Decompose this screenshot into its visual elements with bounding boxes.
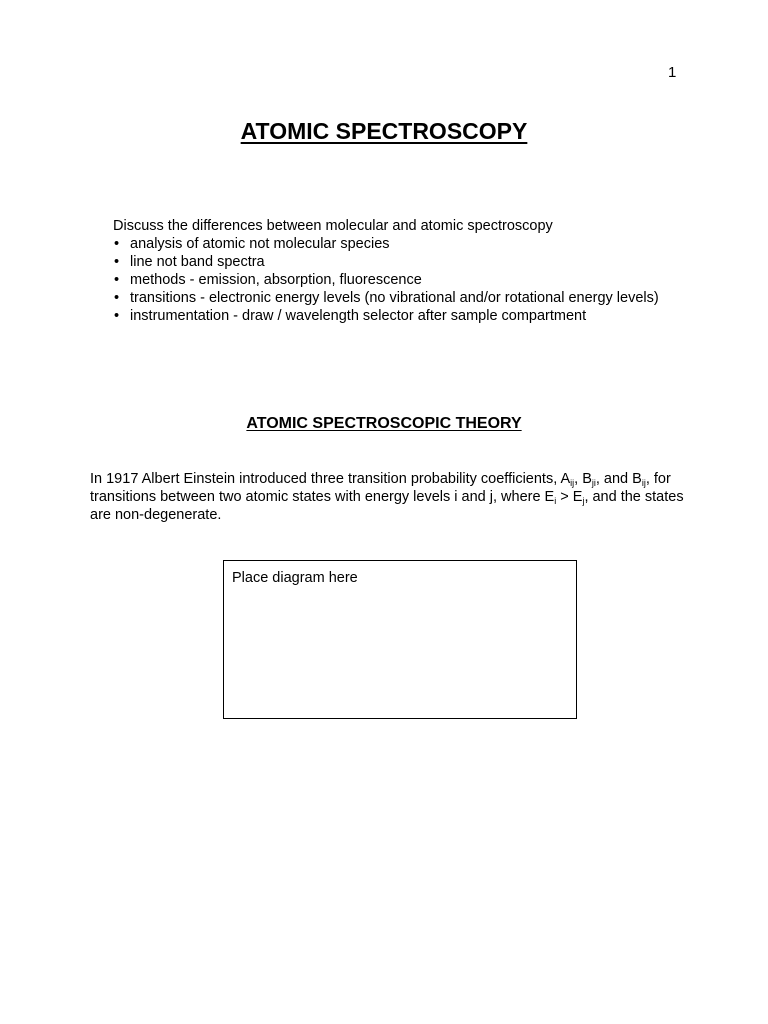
intro-bullet-list xyxy=(113,235,673,325)
bullet-icon: • xyxy=(114,272,120,288)
page-number: 1 xyxy=(668,64,677,81)
energy-subscript: i xyxy=(554,496,557,506)
list-item xyxy=(113,289,673,307)
paragraph-text: > E xyxy=(556,489,583,505)
coefficient-subscript: ij xyxy=(641,478,646,488)
bullet-icon: • xyxy=(114,290,120,306)
energy-subscript: j xyxy=(582,496,585,506)
list-item-text: transitions - electronic energy levels (no vibrational and/or rotational energy levels) xyxy=(130,290,659,306)
page-title: ATOMIC SPECTROSCOPY xyxy=(240,118,528,144)
list-item-text: line not band spectra xyxy=(130,254,265,270)
theory-paragraph xyxy=(90,470,690,524)
bullet-icon: • xyxy=(114,254,120,270)
coefficient-subscript: ji xyxy=(591,478,596,488)
diagram-placeholder-text: Place diagram here xyxy=(232,570,358,586)
coefficient-subscript: ij xyxy=(570,478,575,488)
list-item-text: instrumentation - draw / wavelength selector after sample compartment xyxy=(130,308,587,324)
list-item xyxy=(113,307,673,325)
intro-lead: Discuss the differences between molecular and atomic spectroscopy xyxy=(113,218,553,234)
bullet-icon: • xyxy=(114,308,120,324)
list-item-text: methods - emission, absorption, fluorescence xyxy=(130,272,422,288)
diagram-placeholder-box xyxy=(223,560,577,719)
list-item xyxy=(113,235,673,253)
intro-section xyxy=(113,217,673,325)
list-item xyxy=(113,271,673,289)
paragraph-text: , and the states are non-degenerate. xyxy=(90,489,684,523)
section-heading: ATOMIC SPECTROSCOPIC THEORY xyxy=(246,415,522,432)
paragraph-text: , B xyxy=(574,471,592,487)
bullet-icon: • xyxy=(114,236,120,252)
list-item xyxy=(113,253,673,271)
paragraph-text: , and B xyxy=(595,471,642,487)
paragraph-text: , for transitions between two atomic states with energy levels i and j, where E xyxy=(90,471,671,505)
list-item-text: analysis of atomic not molecular species xyxy=(130,236,390,252)
paragraph-text: In 1917 Albert Einstein introduced three transition probability coefficients, A xyxy=(90,471,571,487)
